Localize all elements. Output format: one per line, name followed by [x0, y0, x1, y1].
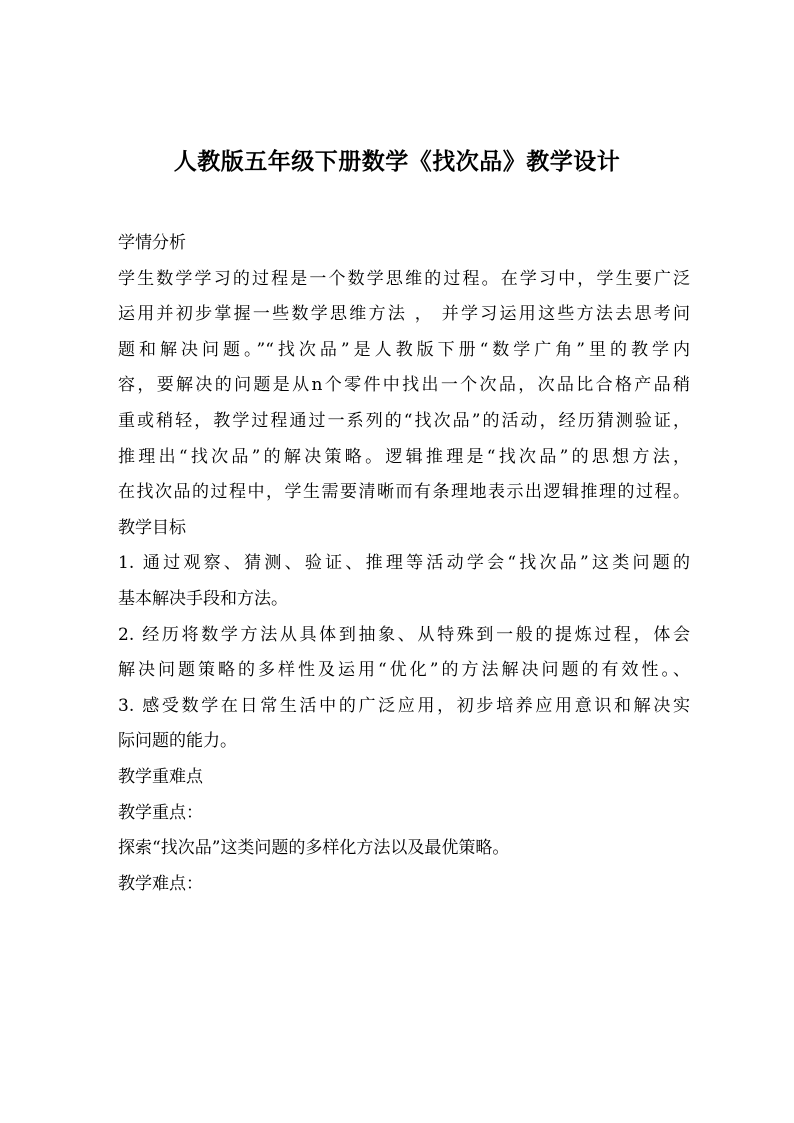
- goal-item-3-line: 3. 感受数学在日常生活中的广泛应用，初步培养应用意识和解决实: [118, 695, 690, 716]
- paragraph-line: 容，要解决的问题是从n个零件中找出一个次品，次品比合格产品稍: [118, 375, 690, 396]
- subheading-focus: 教学重点：: [118, 802, 203, 823]
- document-title: 人教版五年级下册数学《找次品》教学设计: [173, 148, 621, 175]
- goal-item-3-line: 际问题的能力。: [118, 731, 237, 752]
- document-body: [118, 226, 690, 902]
- paragraph-line: 探索“找次品”这类问题的多样化方法以及最优策略。: [118, 838, 510, 859]
- section-heading-goals: 教学目标: [118, 517, 186, 538]
- paragraph-line: 在找次品的过程中，学生需要清晰而有条理地表示出逻辑推理的过程。: [118, 482, 690, 503]
- paragraph-line: 题和解决问题。”“找次品”是人教版下册“数学广角”里的教学内: [118, 339, 690, 360]
- goal-item-1-line: 1. 通过观察、猜测、验证、推理等活动学会“找次品”这类问题的: [118, 553, 690, 574]
- goal-item-2-line: 解决问题策略的多样性及运用“优化”的方法解决问题的有效性。、: [118, 660, 690, 681]
- goal-item-2-line: 2. 经历将数学方法从具体到抽象、从特殊到一般的提炼过程，体会: [118, 624, 690, 645]
- paragraph-line: 学生数学学习的过程是一个数学思维的过程。在学习中，学生要广泛: [118, 268, 690, 289]
- section-heading-key-points: 教学重难点: [118, 766, 203, 787]
- paragraph-line: 重或稍轻，教学过程通过一系列的“找次品”的活动，经历猜测验证，: [118, 410, 690, 431]
- goal-item-1-line: 基本解决手段和方法。: [118, 588, 288, 609]
- paragraph-line: 运用并初步掌握一些数学思维方法 ， 并学习运用这些方法去思考问: [118, 304, 690, 325]
- section-heading-analysis: 学情分析: [118, 233, 186, 253]
- subheading-difficulty: 教学难点：: [118, 873, 203, 894]
- paragraph-line: 推理出“找次品”的解决策略。逻辑推理是“找次品”的思想方法，: [118, 446, 690, 467]
